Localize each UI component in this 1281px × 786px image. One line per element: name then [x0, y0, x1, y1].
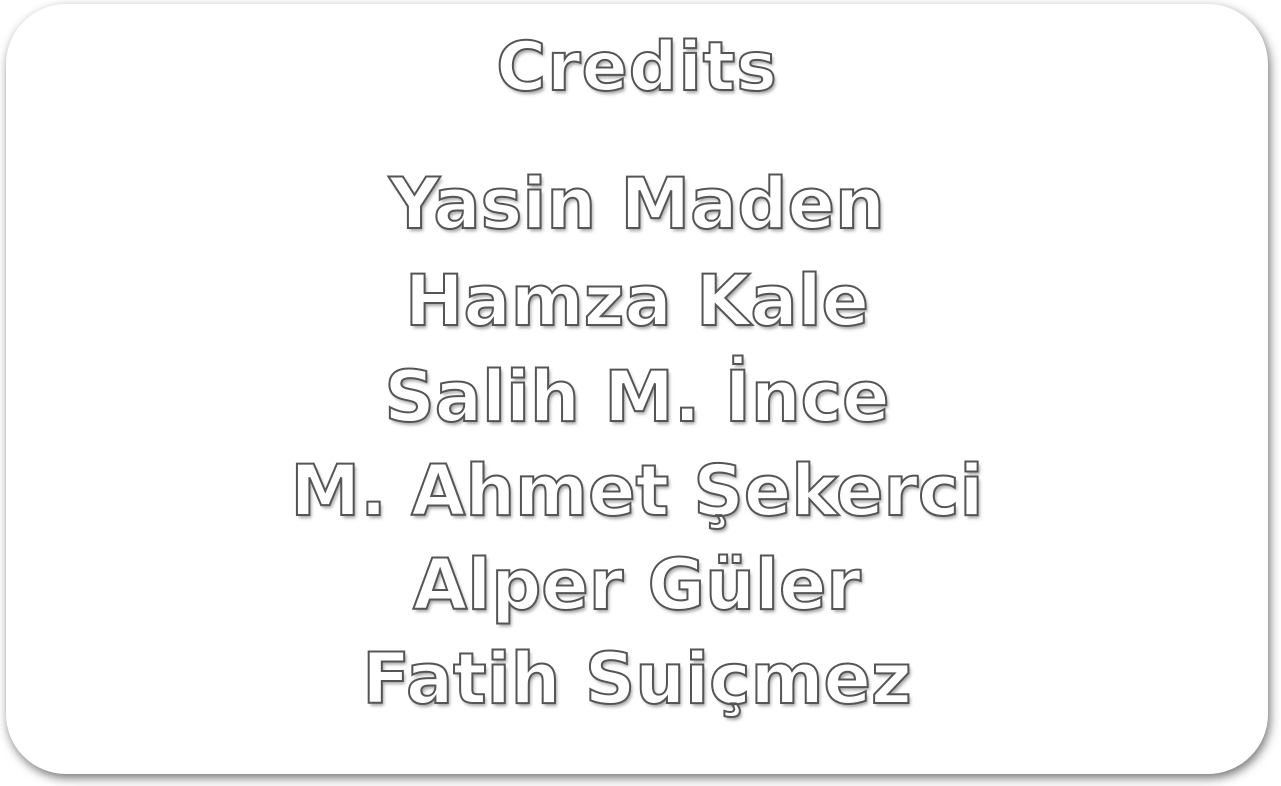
credits-title: Credits — [496, 28, 778, 107]
credit-name: M. Ahmet Şekerci — [290, 450, 984, 532]
credits-panel — [6, 4, 1268, 774]
credit-name: Hamza Kale — [404, 260, 870, 342]
credit-name: Alper Güler — [413, 544, 861, 626]
credit-name: Salih M. İnce — [384, 356, 890, 438]
credit-name: Fatih Suiçmez — [362, 638, 912, 720]
credit-name: Yasin Maden — [389, 163, 885, 245]
